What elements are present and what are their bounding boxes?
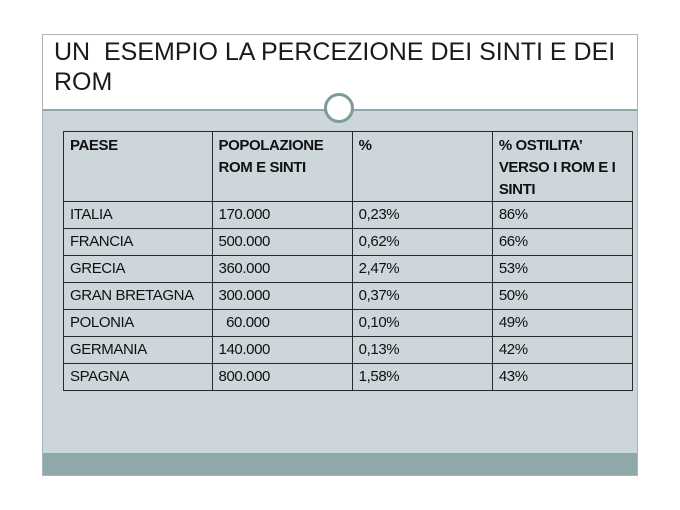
cell-paese: ITALIA — [64, 202, 213, 229]
footer-bar — [43, 453, 637, 475]
cell-ostilita: 86% — [492, 202, 632, 229]
table-row — [64, 202, 633, 229]
cell-percentuale: 0,37% — [352, 283, 492, 310]
table-row — [64, 364, 633, 391]
cell-paese: GRECIA — [64, 256, 213, 283]
cell-ostilita: 50% — [492, 283, 632, 310]
table-row — [64, 337, 633, 364]
table-row — [64, 229, 633, 256]
cell-ostilita: 49% — [492, 310, 632, 337]
header-ostilita: % OSTILITA’ VERSO I ROM E I SINTI — [492, 132, 632, 202]
header-popolazione: POPOLAZIONE ROM E SINTI — [212, 132, 352, 202]
divider-circle-ornament — [324, 93, 354, 123]
table-row — [64, 310, 633, 337]
cell-paese: FRANCIA — [64, 229, 213, 256]
cell-paese: SPAGNA — [64, 364, 213, 391]
cell-percentuale: 0,13% — [352, 337, 492, 364]
cell-ostilita: 42% — [492, 337, 632, 364]
cell-ostilita: 66% — [492, 229, 632, 256]
table-row — [64, 256, 633, 283]
cell-percentuale: 1,58% — [352, 364, 492, 391]
cell-paese: GERMANIA — [64, 337, 213, 364]
cell-percentuale: 0,23% — [352, 202, 492, 229]
slide — [42, 34, 638, 476]
header-percentuale: % — [352, 132, 492, 202]
cell-ostilita: 53% — [492, 256, 632, 283]
slide-title: UN ESEMPIO LA PERCEZIONE DEI SINTI E DEI ROM — [54, 38, 623, 96]
table-row — [64, 283, 633, 310]
cell-percentuale: 2,47% — [352, 256, 492, 283]
cell-popolazione: 500.000 — [212, 229, 352, 256]
cell-ostilita: 43% — [492, 364, 632, 391]
cell-paese: GRAN BRETAGNA — [64, 283, 213, 310]
cell-popolazione: 170.000 — [212, 202, 352, 229]
table-header-row — [64, 132, 633, 202]
cell-popolazione: 140.000 — [212, 337, 352, 364]
cell-percentuale: 0,10% — [352, 310, 492, 337]
cell-percentuale: 0,62% — [352, 229, 492, 256]
header-paese: PAESE — [64, 132, 213, 202]
data-table — [63, 131, 633, 391]
cell-popolazione: 300.000 — [212, 283, 352, 310]
cell-popolazione: 360.000 — [212, 256, 352, 283]
cell-popolazione: 800.000 — [212, 364, 352, 391]
cell-popolazione: 60.000 — [212, 310, 352, 337]
cell-paese: POLONIA — [64, 310, 213, 337]
